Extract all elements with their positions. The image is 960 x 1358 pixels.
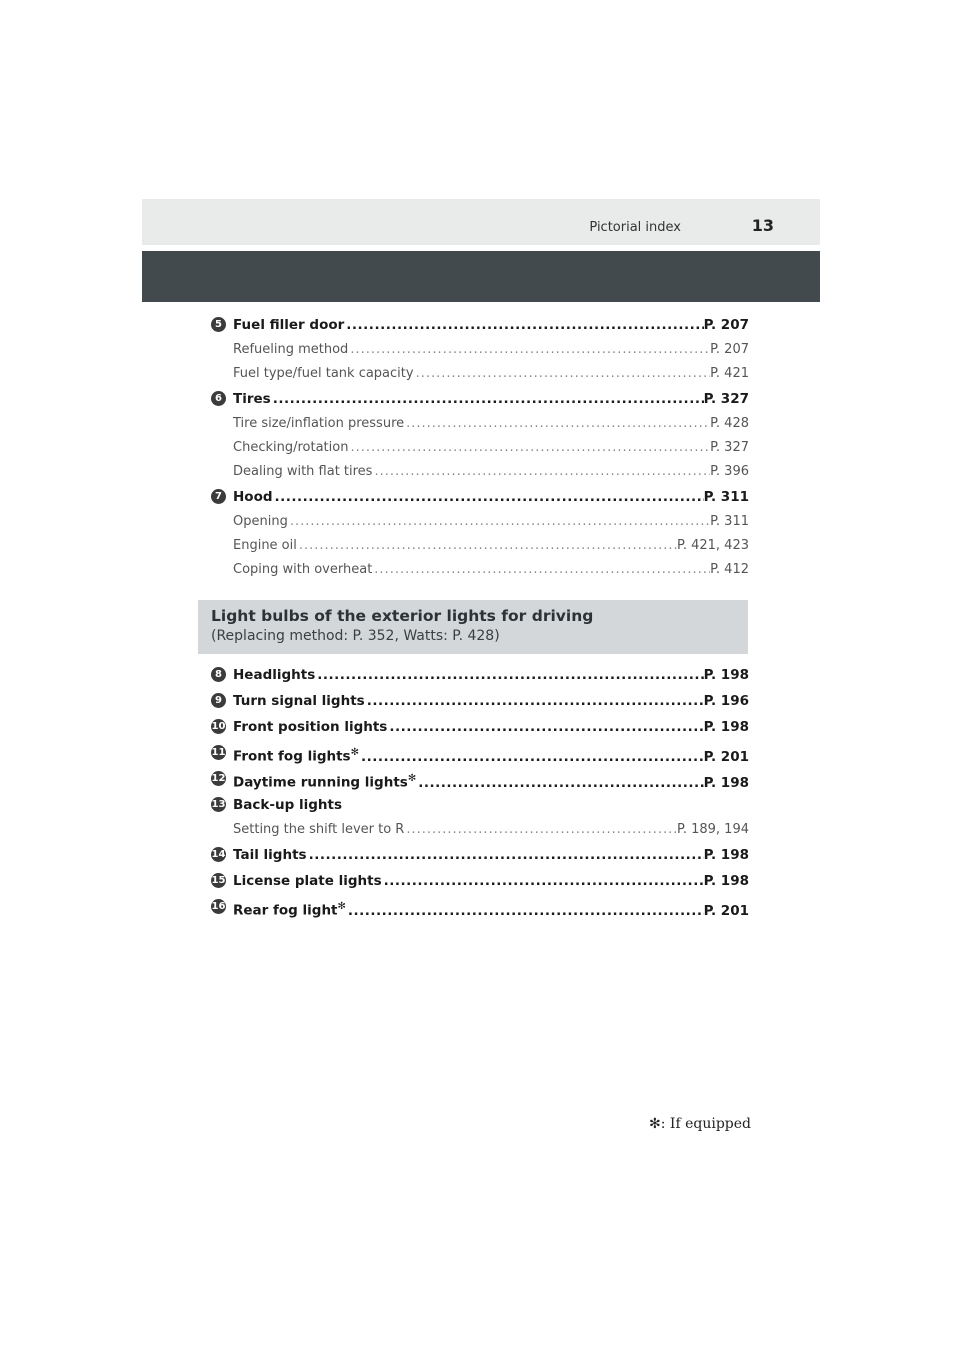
item-label: Back-up lights bbox=[233, 797, 342, 813]
item-number-badge: 15 bbox=[211, 875, 226, 886]
item-number-badge: 11 bbox=[211, 747, 226, 758]
leader-dots bbox=[271, 386, 704, 412]
index-item bbox=[211, 792, 749, 818]
section-name: Pictorial index bbox=[589, 220, 681, 235]
item-number-badge: 12 bbox=[211, 773, 226, 784]
page-reference[interactable]: P. 396 bbox=[710, 464, 749, 479]
index-subitem[interactable] bbox=[211, 534, 749, 558]
page-reference[interactable]: P. 412 bbox=[710, 562, 749, 577]
section-subheading: (Replacing method: P. 352, Watts: P. 428) bbox=[211, 628, 500, 644]
item-label: Tail lights bbox=[233, 847, 307, 863]
subitem-label: Coping with overheat bbox=[233, 562, 373, 577]
leader-dots bbox=[404, 412, 710, 436]
leader-dots bbox=[416, 770, 703, 793]
page-reference[interactable]: P. 421 bbox=[710, 366, 749, 381]
leader-dots bbox=[346, 898, 704, 921]
equipped-star-icon: ✻ bbox=[337, 901, 346, 912]
page-reference[interactable]: P. 201 bbox=[703, 902, 749, 919]
leader-dots bbox=[382, 868, 704, 894]
page-reference[interactable]: P. 198 bbox=[703, 719, 749, 735]
item-label bbox=[211, 894, 346, 920]
subitem-label: Tire size/inflation pressure bbox=[233, 416, 405, 431]
page-reference[interactable]: P. 327 bbox=[710, 440, 749, 455]
leader-dots bbox=[288, 510, 710, 534]
item-number-badge: 9 bbox=[211, 693, 226, 708]
item-number-badge: 8 bbox=[211, 667, 226, 682]
leader-dots bbox=[365, 688, 704, 714]
item-label: Turn signal lights bbox=[233, 693, 365, 709]
item-label bbox=[211, 740, 359, 766]
section-heading-box bbox=[198, 600, 748, 654]
item-number-badge: 14 bbox=[211, 849, 226, 860]
index-subitem[interactable] bbox=[211, 362, 749, 386]
leader-dots bbox=[297, 534, 677, 558]
subitem-label: Setting the shift lever to R bbox=[233, 822, 405, 837]
page-reference[interactable]: P. 207 bbox=[710, 342, 749, 357]
page-reference[interactable]: P. 327 bbox=[703, 391, 749, 407]
page-reference[interactable]: P. 311 bbox=[703, 489, 749, 505]
equipped-star-icon: ✻ bbox=[407, 773, 417, 784]
item-label: Hood bbox=[233, 489, 273, 505]
index-subitem[interactable] bbox=[211, 818, 749, 842]
subitem-label: Refueling method bbox=[233, 342, 349, 357]
subitem-label: Opening bbox=[233, 514, 288, 529]
page-reference[interactable]: P. 198 bbox=[703, 774, 749, 791]
leader-dots bbox=[315, 662, 703, 688]
leader-dots bbox=[359, 744, 704, 767]
subitem-label: Engine oil bbox=[233, 538, 297, 553]
index-subitem[interactable] bbox=[211, 460, 749, 484]
item-label-text: Front fog lights bbox=[233, 748, 351, 765]
item-label bbox=[211, 766, 416, 792]
equipped-star-icon: ✻ bbox=[350, 747, 359, 758]
index-item[interactable] bbox=[211, 688, 749, 714]
page-reference[interactable]: P. 428 bbox=[710, 416, 749, 431]
page-reference[interactable]: P. 198 bbox=[703, 667, 749, 683]
item-number-badge: 10 bbox=[211, 721, 226, 732]
item-label-text: Daytime running lights bbox=[233, 774, 408, 791]
leader-dots bbox=[348, 338, 710, 362]
item-number-badge: 5 bbox=[211, 317, 226, 332]
leader-dots bbox=[273, 484, 704, 510]
index-item[interactable] bbox=[211, 842, 749, 868]
index-item[interactable] bbox=[211, 312, 749, 338]
page-reference[interactable]: P. 311 bbox=[710, 514, 749, 529]
item-label: Front position lights bbox=[233, 719, 388, 735]
page-reference[interactable]: P. 201 bbox=[703, 748, 749, 765]
page-header bbox=[142, 199, 820, 245]
leader-dots bbox=[372, 558, 710, 582]
item-label: License plate lights bbox=[233, 873, 382, 889]
item-label-text: Rear fog light bbox=[233, 902, 338, 919]
leader-dots bbox=[372, 460, 710, 484]
page-reference[interactable]: P. 421, 423 bbox=[677, 538, 749, 553]
item-number-badge: 16 bbox=[211, 901, 226, 912]
item-label: Tires bbox=[233, 391, 271, 407]
index-content bbox=[211, 312, 749, 920]
index-subitem[interactable] bbox=[211, 510, 749, 534]
index-item[interactable] bbox=[211, 868, 749, 894]
item-number-badge: 13 bbox=[211, 799, 226, 810]
item-number-badge: 7 bbox=[211, 489, 226, 504]
page-reference[interactable]: P. 189, 194 bbox=[677, 822, 749, 837]
index-item[interactable] bbox=[211, 740, 749, 766]
subitem-label: Dealing with flat tires bbox=[233, 464, 373, 479]
leader-dots bbox=[404, 818, 677, 842]
subitem-label: Fuel type/fuel tank capacity bbox=[233, 366, 414, 381]
index-item[interactable] bbox=[211, 894, 749, 920]
leader-dots bbox=[307, 842, 704, 868]
leader-dots bbox=[348, 436, 710, 460]
index-subitem[interactable] bbox=[211, 558, 749, 582]
item-number-badge: 6 bbox=[211, 391, 226, 406]
index-subitem[interactable] bbox=[211, 338, 749, 362]
leader-dots bbox=[414, 362, 711, 386]
footnote: ✻: If equipped bbox=[649, 1116, 751, 1132]
index-item[interactable] bbox=[211, 386, 749, 412]
page-number: 13 bbox=[751, 216, 774, 235]
spacer bbox=[211, 582, 749, 600]
index-subitem[interactable] bbox=[211, 436, 749, 460]
page-reference[interactable]: P. 198 bbox=[703, 847, 749, 863]
item-label: Fuel filler door bbox=[233, 317, 345, 333]
index-item[interactable] bbox=[211, 484, 749, 510]
index-item[interactable] bbox=[211, 662, 749, 688]
item-label: Headlights bbox=[233, 667, 316, 683]
index-subitem[interactable] bbox=[211, 412, 749, 436]
page-reference[interactable]: P. 196 bbox=[703, 693, 749, 709]
leader-dots bbox=[344, 312, 703, 338]
page-reference[interactable]: P. 207 bbox=[703, 317, 749, 333]
subitem-label: Checking/rotation bbox=[233, 440, 349, 455]
index-item[interactable] bbox=[211, 766, 749, 792]
index-item[interactable] bbox=[211, 714, 749, 740]
header-band bbox=[142, 251, 820, 302]
leader-dots bbox=[387, 714, 703, 740]
page-reference[interactable]: P. 198 bbox=[703, 873, 749, 889]
section-heading: Light bulbs of the exterior lights for driving bbox=[211, 607, 594, 625]
